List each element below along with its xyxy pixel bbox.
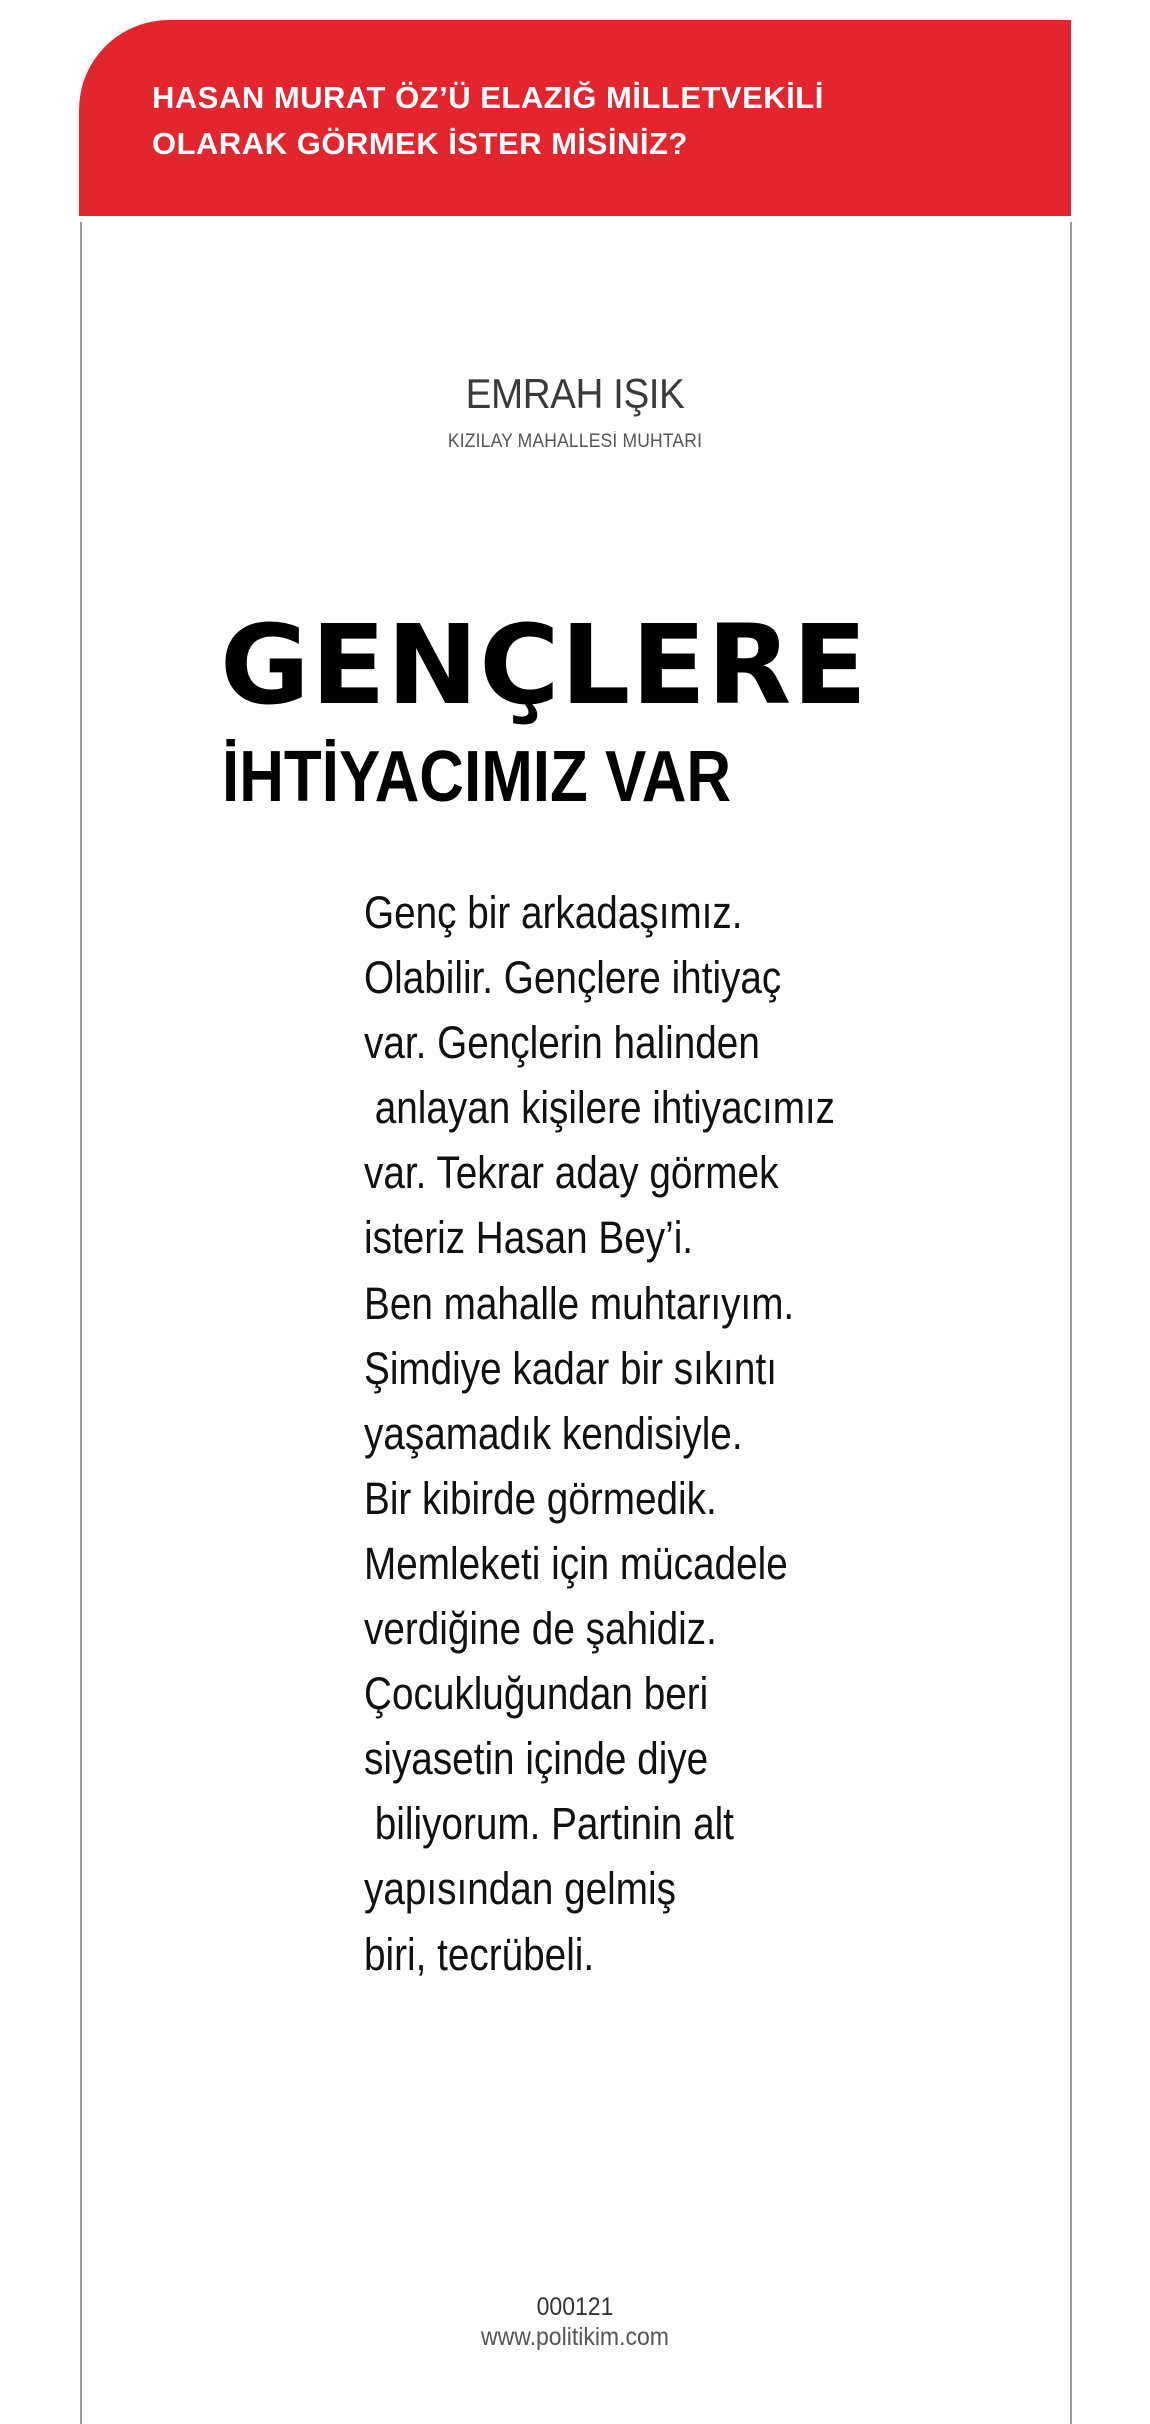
quote-line: yapısından gelmiş [364, 1863, 676, 1915]
quote-line: Ben mahalle muhtarıyım. [364, 1277, 795, 1329]
banner-question-line: HASAN MURAT ÖZ’Ü ELAZIĞ MİLLETVEKİLİ [152, 80, 824, 115]
headline-sub: İHTİYACIMIZ VAR [222, 737, 732, 817]
banner-question [152, 75, 972, 167]
quote-line: anlayan kişilere ihtiyacımız [364, 1082, 836, 1134]
quote-line: Bir kibirde görmedik. [364, 1472, 717, 1524]
footer-site-link[interactable]: www.politikim.com [481, 2323, 669, 2351]
quote-line: siyasetin içinde diye [364, 1733, 709, 1785]
page-border-left [80, 222, 82, 2424]
footer-code: 000121 [536, 2293, 614, 2321]
quote-line: var. Tekrar aday görmek [364, 1147, 779, 1199]
quote-line: Şimdiye kadar bir sıkıntı [364, 1342, 777, 1394]
quote-line: biri, tecrübeli. [364, 1928, 595, 1980]
headline-main: GENÇLERE [220, 601, 869, 729]
quote-line: Çocukluğundan beri [364, 1668, 709, 1720]
quote-line: biliyorum. Partinin alt [364, 1798, 734, 1850]
quote-line: verdiğine de şahidiz. [364, 1603, 717, 1655]
quote-line: Olabilir. Gençlere ihtiyaç [364, 952, 782, 1004]
quote-line: var. Gençlerin halinden [364, 1017, 760, 1069]
quote-body [364, 880, 924, 1987]
quote-line: Genç bir arkadaşımız. [364, 887, 743, 938]
page-border-right [1070, 222, 1072, 2424]
quote-line: Memleketi için mücadele [364, 1537, 788, 1589]
author-name: EMRAH IŞIK [465, 370, 685, 417]
quote-line: yaşamadık kendisiyle. [364, 1407, 743, 1459]
author-title: KIZILAY MAHALLESİ MUHTARI [447, 431, 703, 452]
quote-line: isteriz Hasan Bey’i. [364, 1212, 694, 1264]
banner-question-line: OLARAK GÖRMEK İSTER MİSİNİZ? [152, 126, 688, 161]
